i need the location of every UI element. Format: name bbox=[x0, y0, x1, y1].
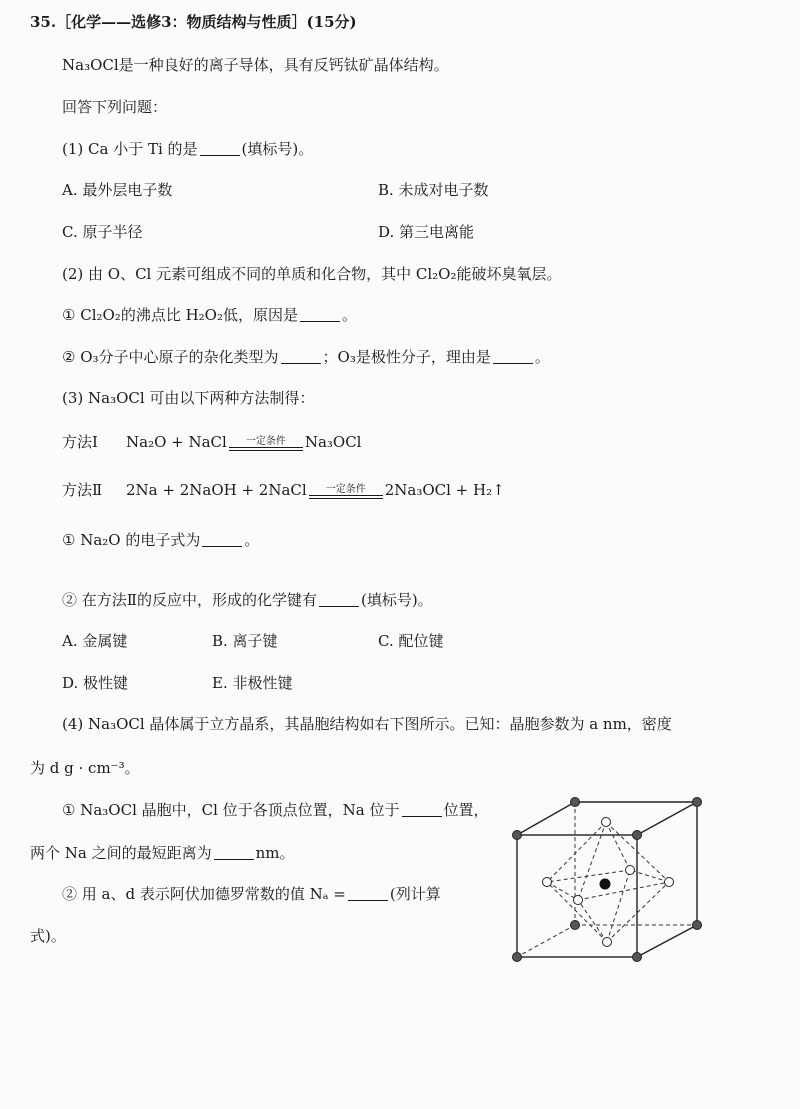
corner-atom bbox=[693, 921, 702, 930]
q1-tail: (填标号)。 bbox=[241, 140, 314, 158]
q3-option-d: D. 极性键 bbox=[62, 674, 129, 692]
q3-method1 bbox=[62, 432, 361, 452]
q3-sub2-end: (填标号)。 bbox=[360, 591, 433, 609]
q4-sub1-mid: 位置， bbox=[443, 801, 489, 819]
q3-option-c: C. 配位键 bbox=[378, 632, 444, 650]
cube-back-edges bbox=[575, 802, 697, 925]
method1-condition: 一定条件 bbox=[245, 435, 286, 447]
q4-sub2-text: ② 用 a、d 表示阿伏加德罗常数的值 Nₐ = bbox=[62, 885, 346, 903]
q1-option-c: C. 原子半径 bbox=[62, 223, 143, 241]
q4-sub1-blank-1[interactable] bbox=[402, 802, 442, 817]
q3-sub1-blank[interactable] bbox=[202, 532, 242, 547]
face-center-atom bbox=[626, 866, 635, 875]
q2-sub2-end: 。 bbox=[534, 348, 550, 366]
q3-option-e: E. 非极性键 bbox=[212, 674, 293, 692]
method2-label: 方法Ⅱ bbox=[62, 481, 103, 499]
face-center-atom bbox=[543, 878, 552, 887]
q3-sub1-text: ① Na₂O 的电子式为 bbox=[62, 531, 201, 549]
q3-option-b: B. 离子键 bbox=[212, 632, 278, 650]
body-center-atom bbox=[600, 879, 610, 889]
q3-option-a: A. 金属键 bbox=[62, 632, 128, 650]
q3-method2 bbox=[62, 480, 505, 500]
q4-sub1-text: ① Na₃OCl 晶胞中，Cl 位于各顶点位置，Na 位于 bbox=[62, 801, 400, 819]
question-title: 35.［化学——选修3：物质结构与性质］(15分) bbox=[30, 13, 357, 31]
q1-answer-blank[interactable] bbox=[200, 141, 240, 156]
q3-sub1-line bbox=[62, 530, 259, 550]
method2-reactants: 2Na + 2NaOH + 2NaCl bbox=[126, 481, 307, 499]
q3-sub2-text: ② 在方法Ⅱ的反应中，形成的化学键有 bbox=[62, 591, 317, 609]
q3-sub2-line bbox=[62, 590, 433, 610]
q2-sub1-line bbox=[62, 305, 357, 325]
q4-sub1-line bbox=[62, 800, 489, 820]
q2-sub2-line bbox=[62, 347, 550, 367]
q4-sub1-blank-2[interactable] bbox=[214, 845, 254, 860]
corner-atom bbox=[571, 921, 580, 930]
q4-stem: (4) Na₃OCl 晶体属于立方晶系，其晶胞结构如右下图所示。已知：晶胞参数为 a nm，密度 bbox=[62, 715, 672, 733]
q2-stem: (2) 由 O、Cl 元素可组成不同的单质和化合物，其中 Cl₂O₂能破坏臭氧层。 bbox=[62, 265, 562, 283]
cube-hidden-edge-depth bbox=[517, 925, 575, 957]
corner-atom bbox=[633, 953, 642, 962]
face-center-atom bbox=[603, 938, 612, 947]
corner-atom bbox=[693, 798, 702, 807]
q4-sub1-end: nm。 bbox=[255, 844, 295, 862]
q4-sub2-line bbox=[62, 884, 441, 904]
q2-sub2-blank-2[interactable] bbox=[493, 349, 533, 364]
q1-option-b: B. 未成对电子数 bbox=[378, 181, 489, 199]
prompt-text: 回答下列问题： bbox=[62, 98, 168, 116]
q2-sub2-mid: ；O₃是极性分子，理由是 bbox=[322, 348, 491, 366]
corner-atom bbox=[513, 953, 522, 962]
method1-product: Na₃OCl bbox=[304, 433, 362, 451]
corner-atom bbox=[513, 831, 522, 840]
corner-atom bbox=[571, 798, 580, 807]
cube-edge-bottom-right bbox=[637, 925, 697, 957]
face-center-atom bbox=[665, 878, 674, 887]
method2-condition: 一定条件 bbox=[325, 483, 366, 495]
face-center-atom bbox=[602, 818, 611, 827]
method1-reactants: Na₂O + NaCl bbox=[126, 433, 227, 451]
q4-sub2-end: (列计算 bbox=[389, 885, 441, 903]
q4-sub1-text-2: 两个 Na 之间的最短距离为 bbox=[30, 844, 212, 862]
double-line-icon bbox=[229, 447, 303, 451]
method2-product: 2Na₃OCl + H₂↑ bbox=[384, 481, 505, 499]
cube-edge-top-left bbox=[517, 802, 575, 835]
q4-sub2-line-2: 式)。 bbox=[30, 927, 66, 945]
q1-stem: (1) Ca 小于 Ti 的是 bbox=[62, 140, 198, 158]
q2-sub1-blank[interactable] bbox=[300, 307, 340, 322]
q1-option-d: D. 第三电离能 bbox=[378, 223, 475, 241]
method2-arrow bbox=[309, 484, 383, 499]
q2-sub1-end: 。 bbox=[342, 306, 358, 324]
q4-stem-cont: 为 d g · cm⁻³。 bbox=[30, 759, 140, 777]
q3-stem: (3) Na₃OCl 可由以下两种方法制得： bbox=[62, 389, 315, 407]
q2-sub1-text: ① Cl₂O₂的沸点比 H₂O₂低，原因是 bbox=[62, 306, 298, 324]
face-center-atom bbox=[574, 896, 583, 905]
method1-label: 方法Ⅰ bbox=[62, 433, 98, 451]
q4-sub1-line-2 bbox=[30, 843, 295, 863]
q3-sub2-blank[interactable] bbox=[319, 592, 359, 607]
q1-stem-line bbox=[62, 139, 313, 159]
intro-text: Na₃OCl是一种良好的离子导体，具有反钙钛矿晶体结构。 bbox=[62, 56, 449, 74]
q1-option-a: A. 最外层电子数 bbox=[62, 181, 173, 199]
q4-sub2-blank[interactable] bbox=[348, 886, 388, 901]
double-line-icon bbox=[309, 495, 383, 499]
cube-edge-top-right bbox=[637, 802, 697, 835]
q2-sub2-text: ② O₃分子中心原子的杂化类型为 bbox=[62, 348, 279, 366]
q2-sub2-blank-1[interactable] bbox=[281, 349, 321, 364]
crystal-cell-diagram bbox=[505, 790, 715, 965]
corner-atom bbox=[633, 831, 642, 840]
method1-arrow bbox=[229, 436, 303, 451]
q3-sub1-end: 。 bbox=[244, 531, 260, 549]
